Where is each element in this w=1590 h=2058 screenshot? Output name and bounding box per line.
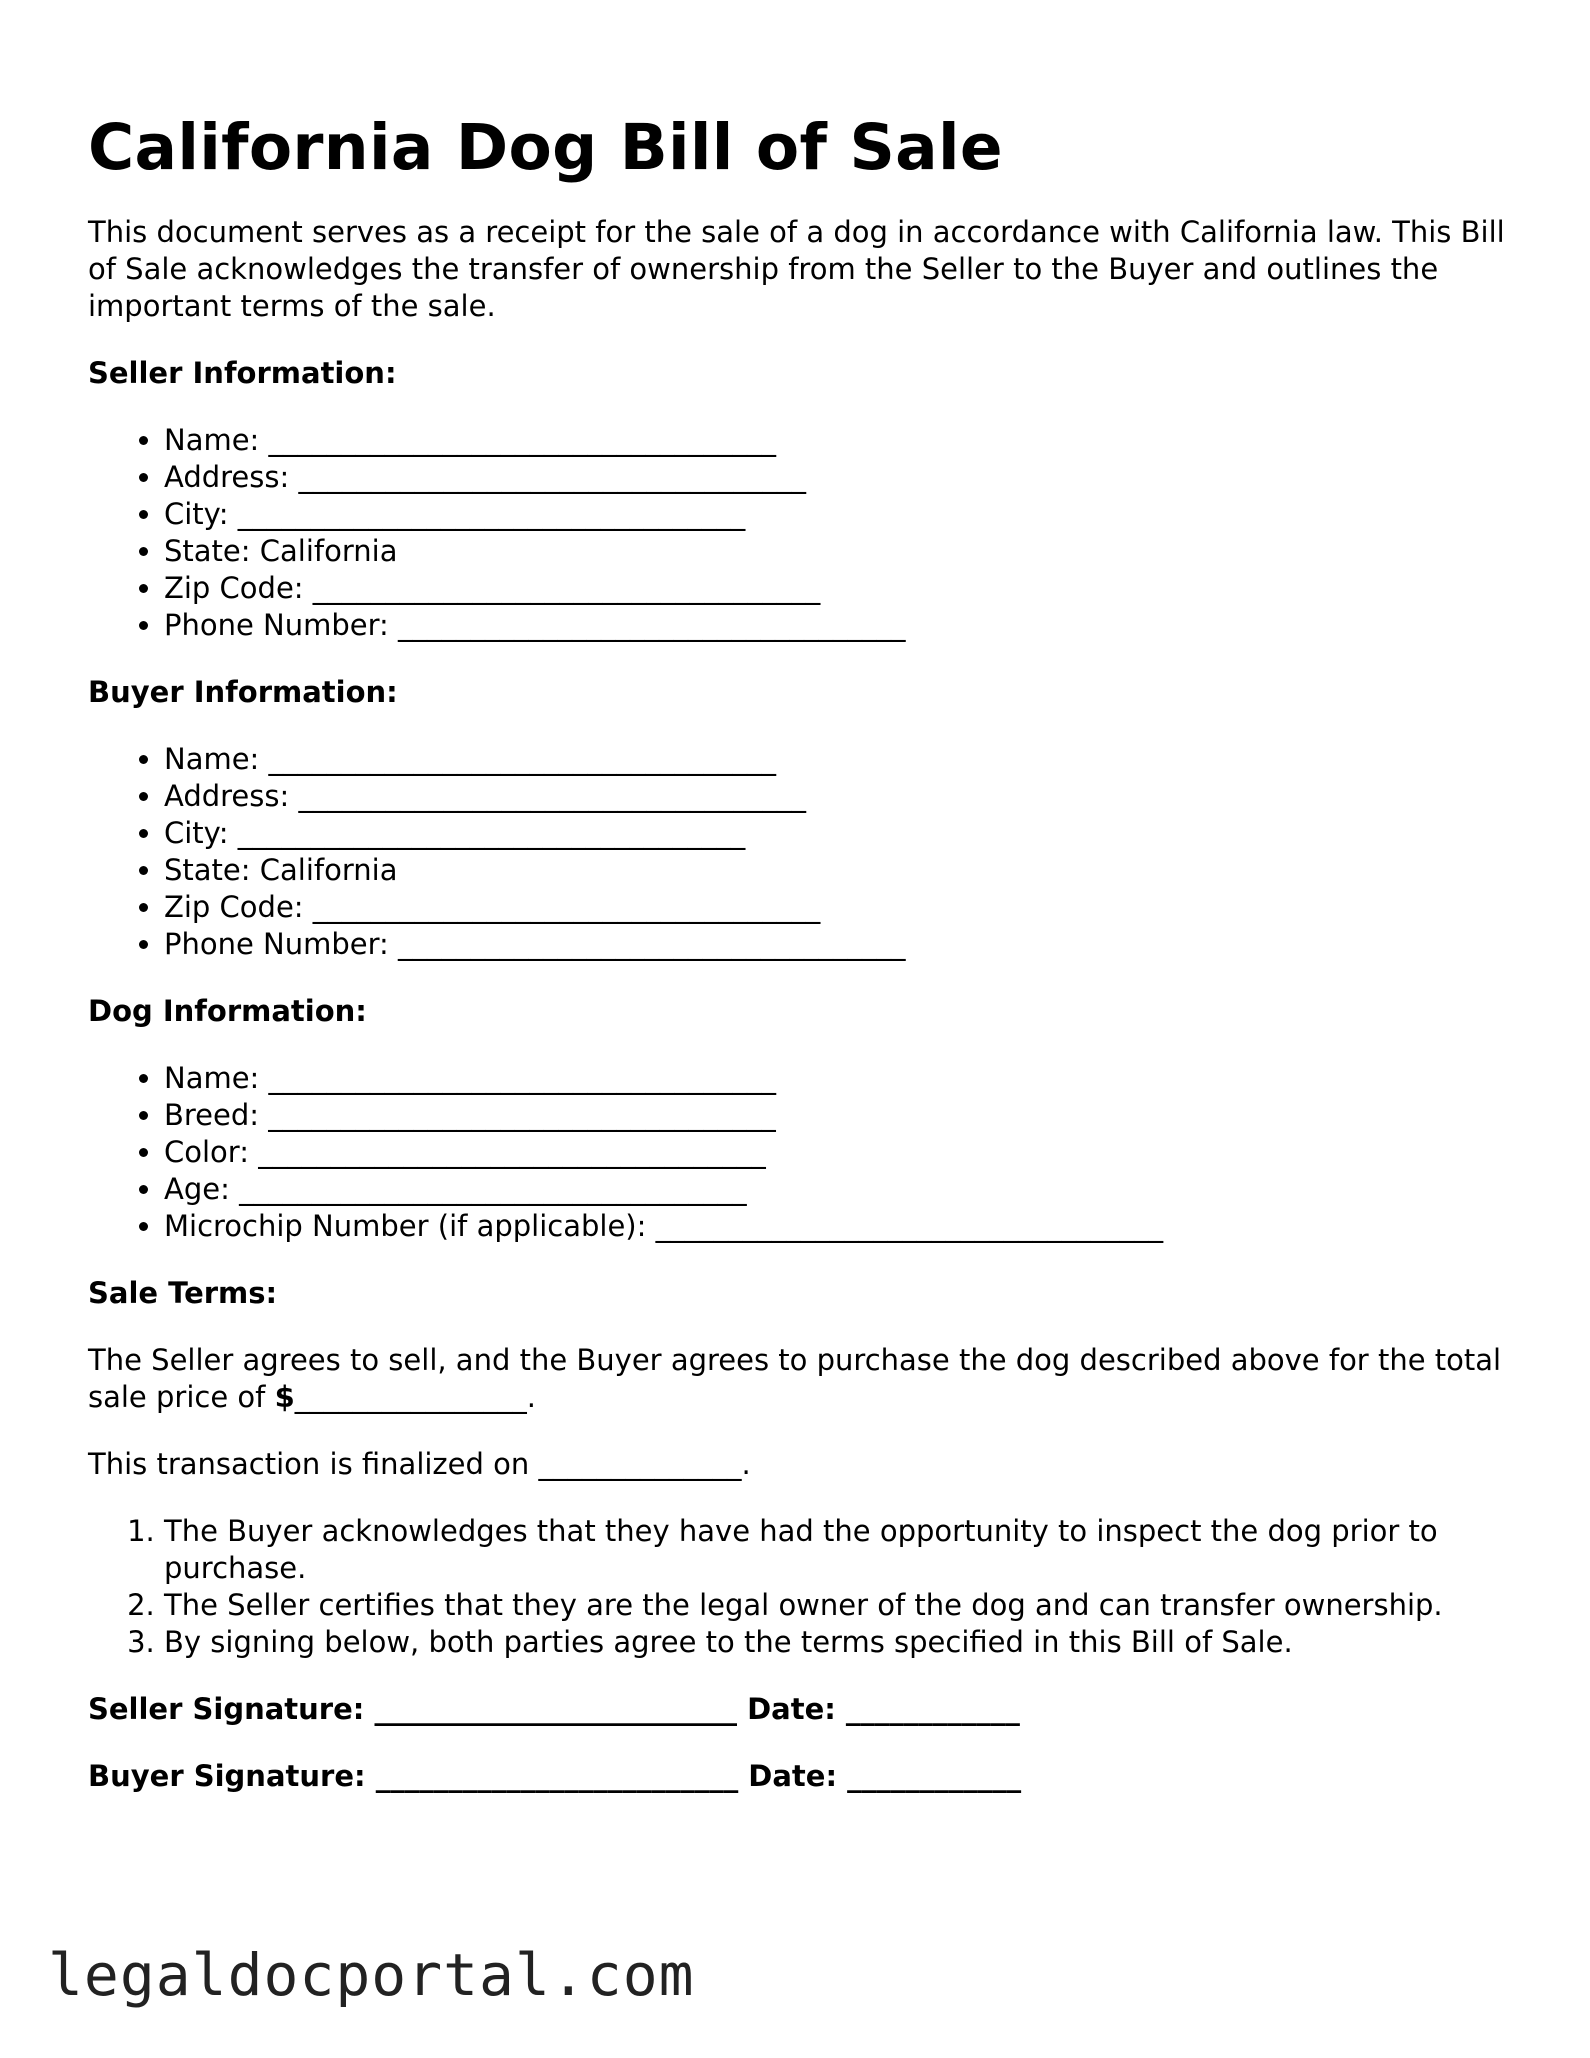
dog-heading: Dog Information: [88,994,367,1028]
dog-breed-field: • Breed: ___________________________________ [164,1097,1508,1134]
buyer-state-field: • State: California [164,852,1508,889]
terms-heading: Sale Terms: [88,1276,278,1310]
seller-name-field: • Name: ___________________________________ [164,422,1508,459]
sale-price-paragraph [88,1342,1508,1416]
seller-state-field: • State: California [164,533,1508,570]
dog-color-field: • Color: ___________________________________ [164,1134,1508,1171]
seller-address-field: • Address: ___________________________________ [164,459,1508,496]
price-currency-symbol: $ [274,1380,295,1414]
seller-signature-line: Seller Signature: _________________________ Date: ____________ [88,1692,1020,1726]
document-page [88,108,1508,1825]
term-item-ownership: 2. The Seller certifies that they are the legal owner of the dog and can transfer ownership. [164,1587,1508,1624]
buyer-heading: Buyer Information: [88,675,398,709]
seller-field-list [88,422,1508,644]
seller-zip-field: • Zip Code: ___________________________________ [164,570,1508,607]
dog-field-list [88,1060,1508,1245]
seller-city-field: • City: ___________________________________ [164,496,1508,533]
buyer-signature-line: Buyer Signature: _________________________ Date: ____________ [88,1759,1022,1793]
dog-name-field: • Name: ___________________________________ [164,1060,1508,1097]
term-item-agreement: 3. By signing below, both parties agree to the terms specified in this Bill of Sale. [164,1624,1508,1661]
buyer-city-field: • City: ___________________________________ [164,815,1508,852]
buyer-address-field: • Address: ___________________________________ [164,778,1508,815]
buyer-phone-field: • Phone Number: ___________________________________ [164,926,1508,963]
finalized-date-paragraph: This transaction is finalized on ______________. [88,1447,751,1481]
intro-paragraph: This document serves as a receipt for the sale of a dog in accordance with California law. This Bill of Sale acknowledges the transfer of ownership from the Seller to the Buyer and outlines the important terms of the sale. [88,215,1505,323]
sale-price-blank: ________________ [294,1380,527,1414]
watermark-logo: legaldocportal.com [48,1941,695,2009]
buyer-name-field: • Name: ___________________________________ [164,741,1508,778]
buyer-field-list [88,741,1508,963]
terms-list [88,1513,1508,1661]
sale-price-text: The Seller agrees to sell, and the Buyer agrees to purchase the dog described above for the total sale price of [88,1343,1502,1414]
document-title: California Dog Bill of Sale [88,111,1003,184]
seller-heading: Seller Information: [88,356,397,390]
dog-age-field: • Age: ___________________________________ [164,1171,1508,1208]
seller-phone-field: • Phone Number: ___________________________________ [164,607,1508,644]
sale-price-period: . [526,1380,536,1414]
buyer-zip-field: • Zip Code: ___________________________________ [164,889,1508,926]
term-item-inspection: 1. The Buyer acknowledges that they have had the opportunity to inspect the dog prior to purchase. [164,1513,1508,1587]
dog-microchip-field: • Microchip Number (if applicable): ___________________________________ [164,1208,1508,1245]
